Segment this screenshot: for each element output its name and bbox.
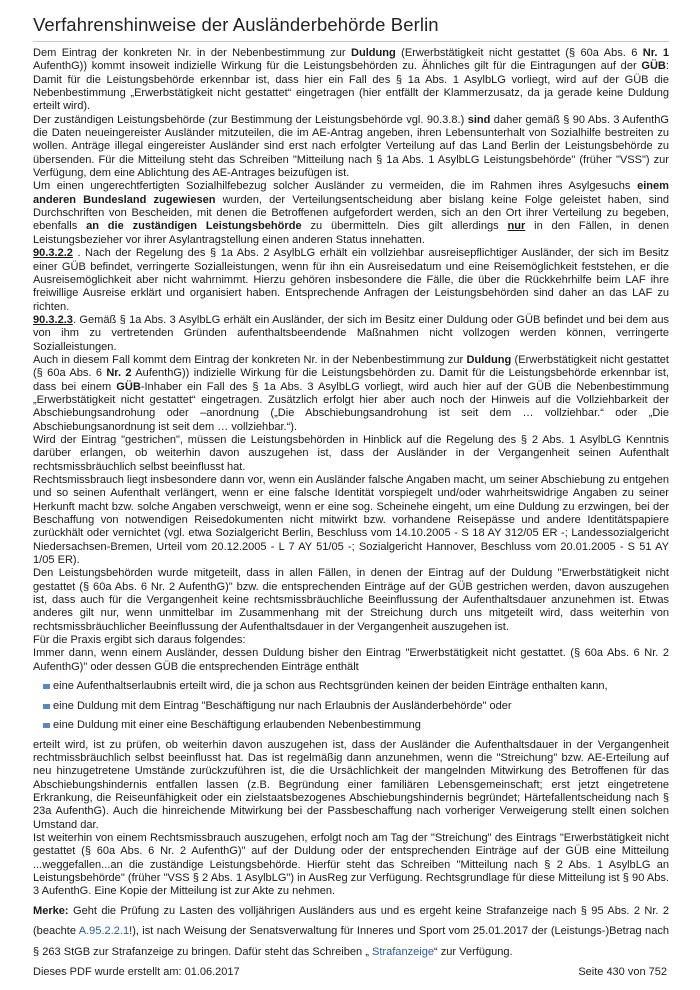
text-bold: Duldung <box>351 47 396 59</box>
document-page <box>33 0 669 962</box>
text: : Damit für die Leistungsbehörde erkennbar ist, dass hier ein Fall des § 1a Abs. 1 AsylbLG vorliegt, wird auf der GÜB die Nebenbestimmung „Erwerbstätigkeit nicht gestattet“ eingetragen (hier entfällt der Klammerzusatz, da ja gerade keine Duldung erteilt wird). <box>33 60 669 113</box>
text-bold: Nr. 1 <box>642 47 669 59</box>
text: daher gemäß § 90 Abs. 3 AufenthG die Daten neueingereister Ausländer mitzuteilen, die im AE-Antrag angeben, ihren Lebensunterhalt von Sozialhilfe bestreiten zu wollen. Anträge illegal eingereister Ausländer sind erst nach erfolgter Verteilung auf das Land Berlin der Leistungsbehörde zu übersenden. Für die Mitteilung steht das Schreiben "Mitteilung nach § 1a Abs. 1 AsylbLG Leistungsbehörde" (früher "VSS") zur Verfügung, dem eine Ablichtung des AE-Antrages beizufügen ist. <box>33 113 669 180</box>
text: AufenthG)) kommt insoweit indizielle Wirkung für die Leistungsbehörden zu. Ähnliches gilt für die Eintragungen auf der <box>33 60 642 73</box>
text-bold: einem anderen Bundesland zugewiesen <box>33 180 669 206</box>
section-number: 90.3.2.2 <box>33 247 73 260</box>
document-body <box>33 47 669 962</box>
footer-page-number: Seite 430 von 752 <box>578 966 667 978</box>
text-bold: sind <box>467 113 491 126</box>
text: (Erwerbstätigkeit nicht gestattet (§ 60a Abs. 6 <box>395 47 643 59</box>
text: . Gemäß § 1a Abs. 3 AsylbLG erhält ein Ausländer, der sich im Besitz einer Duldung oder GÜB befindet und bei dem aus von ihm zu vertretenden Gründen aufenthaltsbeendende Maßnahmen nicht vollzogen werden können, verringerte Sozialleistungen. <box>33 313 669 353</box>
list-item-text: eine Aufenthaltserlaubnis erteilt wird, die ja schon aus Rechtsgründen keinen der beiden Einträge enthalten kann, <box>53 680 608 693</box>
paragraph <box>33 114 669 181</box>
paragraph: Immer dann, wenn einem Ausländer, dessen Duldung bisher den Eintrag "Erwerbstätigkeit nicht gestattet. (§ 60a Abs. 6 Nr. 2 AufenthG)" oder dessen GÜB die entsprechenden Einträge enthält <box>33 647 669 673</box>
paragraph: Für die Praxis ergibt sich daraus folgendes: <box>33 634 246 647</box>
text-bold: GÜB <box>641 60 666 73</box>
section-number: 90.3.2.3 <box>33 313 73 326</box>
paragraph: Den Leistungsbehörden wurde mitgeteilt, dass in allen Fällen, in denen der Eintrag auf der Duldung "Erwerbstätigkeit nicht gestattet (§ 60a Abs. 6 Nr. 2 AufenthG)" bzw. die entsprechenden Einträge auf der GÜB gestrichen werden, davon auszugehen ist, dass auch für die Vergangenheit keine rechtsmissbräuchliche Beeinflussung der Aufenthaltsdauer anzunehmen ist. Etwas anderes gilt nur, wenn unmittelbar im Zusammenhang mit der Streichung durch uns mitgeteilt wird, dass weiterhin von rechtsmissbräuchlicher Beeinflussung der Aufenthaltsdauer in der Vergangenheit auszugehen ist. <box>33 567 669 633</box>
text-bold: Duldung <box>466 353 512 366</box>
text: (Erwerbstätigkeit nicht gestattet (§ 60a Abs. 6 <box>33 353 669 380</box>
paragraph <box>33 247 669 314</box>
text-bold: an die zuständigen Leistungsbehörde <box>86 220 302 233</box>
text: wurden, der Verteilungsentscheidung aber bislang keine Folge geleistet haben, sind Durchschriften von Bescheiden, mit denen die Betroffenen aufgefordert werden, sich an den Ort ihrer Verteilung zu begeben, ebenfalls <box>33 193 669 233</box>
text: zu übermitteln. Dies gilt allerdings <box>301 220 508 233</box>
merke-paragraph <box>33 901 669 963</box>
merke-label: Merke: <box>33 904 69 917</box>
paragraph: Wird der Eintrag "gestrichen", müssen die Leistungsbehörden in Hinblick auf die Regelung des § 2 Abs. 1 AsylbLG Kenntnis darüber erlangen, ob weiterhin davon auszugehen ist, dass der Ausländer in der Vergangenheit seinen Aufenthalt rechtsmissbräuchlich selbst beeinflusst hat. <box>33 433 669 473</box>
paragraph <box>33 47 669 114</box>
list-item <box>43 719 669 733</box>
text: . Nach der Regelung des § 1a Abs. 2 AsylbLG erhält ein vollziehbar ausreisepflichtiger Ausländer, der sich im Besitz einer GÜB befindet, verringerte Sozialleistungen, wenn für ihn ein Ausreisedatum und eine Reisemöglichkeit feststehen, er die Ausreisemöglichkeit aber nicht wahrnimmt. Hierzu gehören insbesondere die Fälle, die über die Rückkehrhilfe beim LAF ihre freiwillige Ausreise erklärt und organisiert haben. Entsprechende Anfragen der Leistungsbehörden sind daher an das LAF zu richten. <box>33 247 669 313</box>
paragraph: Ist weiterhin von einem Rechtsmissbrauch auszugehen, erfolgt noch am Tag der "Streichung" des Eintrags "Erwerbstätigkeit nicht gestattet (§ 60a Abs. 6 Nr. 2 AufenthG)" auf der Duldung oder der entsprechenden Einträge auf der GÜB eine Mitteilung ...weggefallen...an die zuständige Leistungsbehörde. Hierfür steht das Schreiben "Mitteilung nach § 2 Abs. 1 AsylbLG an Leistungsbehörde" (früher "VSS § 2 Abs. 1 AsylbLG") in AusReg zur Verfügung. Rechtsgrundlage für diese Mitteilung ist § 90 Abs. 3 AufenthG. Eine Kopie der Mitteilung ist zur Akte zu nehmen. <box>33 832 669 898</box>
text: Um einen ungerechtfertigten Sozialhilfebezug solcher Ausländer zu vermeiden, die im Rahmen ihres Asylgesuchs <box>33 180 638 193</box>
bullet-icon <box>43 704 50 709</box>
text: Geht die Prüfung zu Lasten des volljährigen Ausländers aus und es ergeht keine Strafanzeige nach § 95 Abs. 2 Nr. 2 (beachte <box>33 904 669 938</box>
list-item <box>43 700 669 714</box>
link-strafanzeige[interactable]: Strafanzeige <box>371 945 434 958</box>
footer-created-date: Dieses PDF wurde erstellt am: 01.06.2017 <box>33 966 240 978</box>
text: “ zur Verfügung. <box>434 945 513 958</box>
link-a-95-2-2-1[interactable]: A.95.2.2.1 <box>78 925 130 938</box>
text: in den Fällen, in denen Leistungsbezieher vor ihrer Asylantragstellung einen anderen Status innehatten. <box>33 220 669 246</box>
text: -Inhaber ein Fall des § 1a Abs. 3 AsylbLG vorliegt, wird auch hier auf der GÜB die Nebenbestimmung „Erwerbstätigkeit nicht gestattet“ eingetragen. Zusätzlich erfolgt hier aber auch noch der Hinweis auf die Vollziehbarkeit der Abschiebungsandrohung oder –anordnung („Die Abschiebungsandrohung ist seit dem … vollziehbar.“ oder „Die Abschiebungsanordnung ist seit dem … vollziehbar.“). <box>33 380 670 433</box>
text: AufenthG)) indizielle Wirkung für die Leistungsbehörden zu. Damit für die Leistungsbehörde erkennbar ist, dass bei einem <box>33 367 669 393</box>
text: Auch in diesem Fall kommt dem Eintrag der konkreten Nr. in der Nebenbestimmung zur <box>33 353 467 366</box>
list-item-text: eine Duldung mit einer eine Beschäftigung erlaubenden Nebenbestimmung <box>53 719 421 732</box>
bullet-list <box>43 680 669 733</box>
page-title: Verfahrenshinweise der Ausländerbehörde Berlin <box>33 14 669 42</box>
paragraph: erteilt wird, ist zu prüfen, ob weiterhin davon auszugehen ist, dass der Ausländer die Aufenthaltsdauer in der Vergangenheit rechtmissbräuchlich selbst beeinflusst hat. Das ist regelmäßig dann anzunehmen, wenn die "Streichung" bzw. AE-Erteilung auf neu hinzugetretene Umstände zurückzuführen ist, die die Ursächlichkeit der mangelnden Mitwirkung des Betroffenen für das Abschiebungshindernis entfallen lassen (z.B. Begründung einer familiären Lebensgemeinschaft; erst jetzt eingetretene Erkrankung, die Reiseunfähigkeit oder ein zielstaatsbezogenes Abschiebungshindernis begründet; Härtefallentscheidung nach § 23a AufenthG). Auch die hinreichende Mitwirkung bei der Passbeschaffung nach vorheriger Verweigerung stellt einen solchen Umstand dar. <box>33 738 669 831</box>
page-footer <box>33 966 667 978</box>
bullet-icon <box>43 684 50 689</box>
text-bold-underline: nur <box>507 220 526 233</box>
text-bold: GÜB <box>116 380 141 393</box>
bullet-icon <box>43 723 50 728</box>
text: Der zuständigen Leistungsbehörde (zur Bestimmung der Leistungsbehörde vgl. 90.3.8.) <box>33 113 468 126</box>
list-item-text: eine Duldung mit dem Eintrag "Beschäftigung nur nach Erlaubnis der Ausländerbehörde" oder <box>53 699 512 712</box>
paragraph: Rechtsmissbrauch liegt insbesondere dann vor, wenn ein Ausländer falsche Angaben macht, um seiner Abschiebung zu entgehen und so seinen Aufenthalt verlängert, wenn er eine falsche Identität vorspiegelt und/oder wahrheitswidrige Angaben zu seiner Herkunft macht bzw. solche Angaben verschweigt, wenn er eine sog. Scheinehe eingeht, um eine Duldung zu erzwingen, bei der Beschaffung von notwendigen Reisedokumenten nicht mitwirkt bzw. vorhandene Reisepässe und andere Identitätspapiere zurückhält oder vernichtet (vgl. etwa Sozialgericht Berlin, Beschluss vom 14.10.2005 - S 18 AY 312/05 ER -; Landessozialgericht Niedersachsen-Bremen, Urteil vom 20.12.2005 - L 7 AY 51/05 -; Sozialgericht Hannover, Beschluss vom 20.01.2005 - S 51 AY 1/05 ER). <box>33 474 669 567</box>
list-item <box>43 680 669 694</box>
paragraph <box>33 354 669 434</box>
paragraph <box>33 314 669 354</box>
text-bold: Nr. 2 <box>106 367 132 380</box>
paragraph <box>33 180 669 247</box>
text: !), ist nach Weisung der Senatsverwaltung für Inneres und Sport vom 25.01.2017 der (Leistungs-)Betrag nach § 263 StGB zur Strafanzeige zu bringen. Dafür steht das Schreiben „ <box>33 925 670 958</box>
text: Dem Eintrag der konkreten Nr. in der Nebenbestimmung zur <box>33 47 351 59</box>
